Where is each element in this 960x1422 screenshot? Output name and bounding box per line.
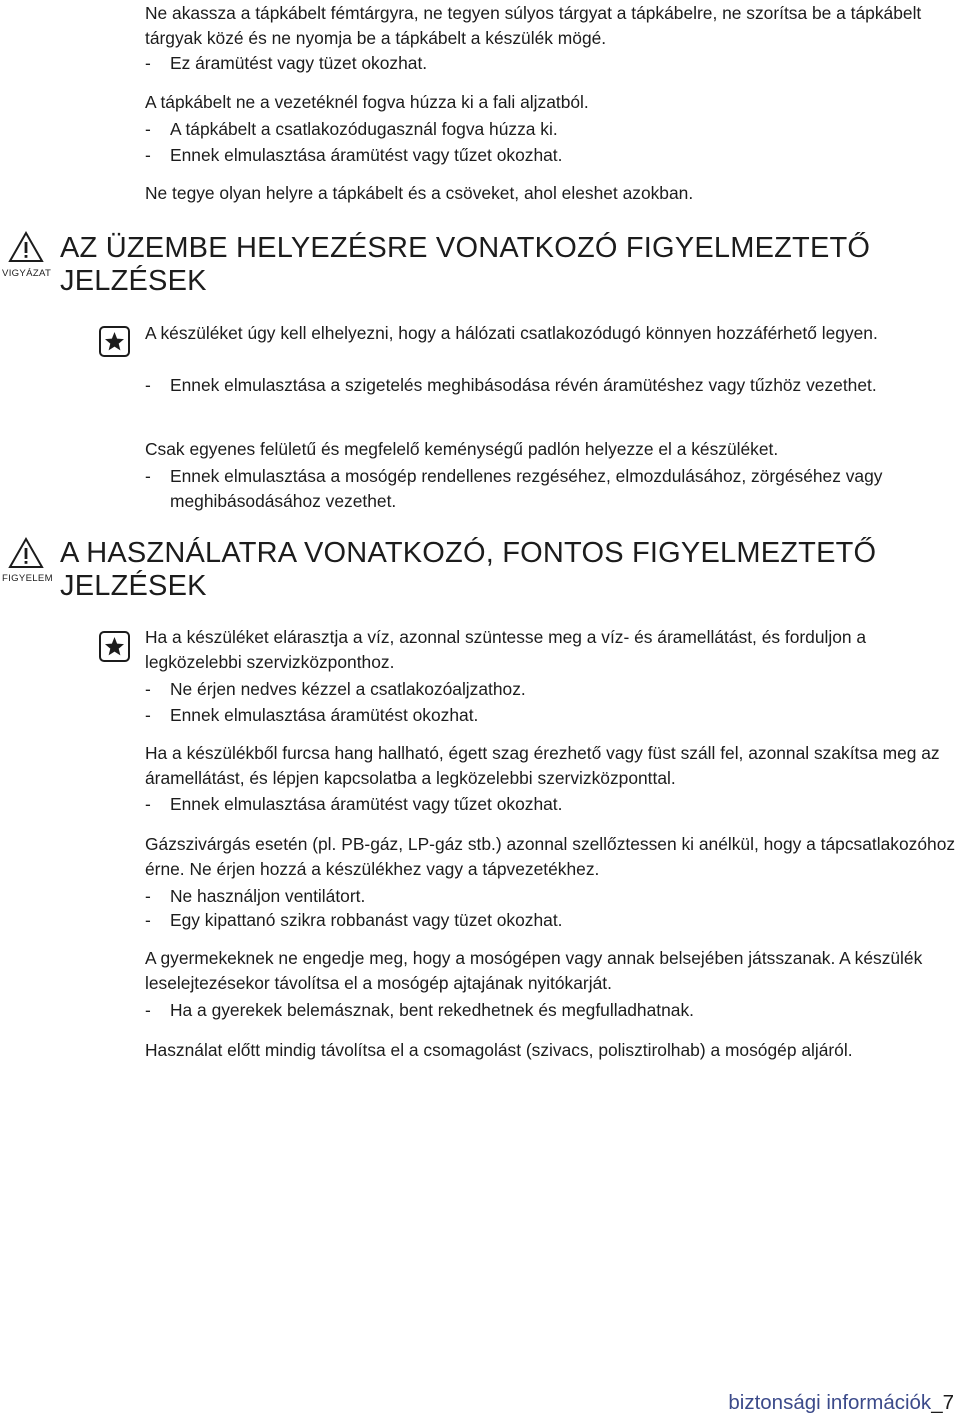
intro-paragraph-2: A tápkábelt ne a vezetéknél fogva húzza ki a fali aljzatból. — [145, 92, 589, 112]
heading-line-2: JELZÉSEK — [60, 265, 207, 297]
intro-bullet-1 — [145, 51, 957, 76]
bullet-dash: - — [145, 375, 151, 395]
page-footer — [728, 1391, 954, 1415]
bullet-text: Ne érjen nedves kézzel a csatlakozóaljzathoz. — [170, 679, 526, 699]
heading-line-1: A HASZNÁLATRA VONATKOZÓ, FONTOS FIGYELMEZTETŐ — [60, 537, 877, 569]
section1-paragraph-2: Csak egyenes felületű és megfelelő keménységű padlón helyezze el a készüléket. — [145, 439, 779, 459]
section2-paragraph-1: Ha a készüléket elárasztja a víz, azonnal szüntesse meg a víz- és áramellátást, és forduljon a legközelebbi szervizközponthoz. — [145, 627, 867, 672]
bullet-dash: - — [145, 910, 151, 930]
section2-bullet-5 — [145, 908, 957, 933]
warning-triangle-icon — [8, 537, 44, 569]
intro-paragraph-1: Ne akassza a tápkábelt fémtárgyra, ne tegyen súlyos tárgyat a tápkábelre, ne szorítsa be a tápkábelt tárgyak közé és ne nyomja be a tápkábelt a készülék mögé. — [145, 3, 922, 48]
footer-section-name: biztonsági információk — [728, 1391, 932, 1414]
bullet-dash: - — [145, 679, 151, 699]
bullet-text: Ennek elmulasztása áramütést vagy tűzet okozhat. — [170, 794, 563, 814]
bullet-text: Ennek elmulasztása a mosógép rendellenes rezgéséhez, elmozdulásához, zörgéséhez vagy meghibásodásához vezethet. — [170, 466, 883, 511]
section2-bullet-6 — [145, 998, 957, 1023]
section-heading — [60, 232, 940, 298]
section2-bullet-3 — [145, 792, 957, 817]
bullet-dash: - — [145, 466, 151, 486]
page-number: _7 — [931, 1391, 954, 1414]
section1-bullet-1 — [145, 373, 957, 398]
section1-paragraph-1: A készüléket úgy kell elhelyezni, hogy a hálózati csatlakozódugó könnyen hozzáférhető legyen. — [145, 323, 878, 343]
star-box-icon — [99, 631, 130, 662]
bullet-text: Ez áramütést vagy tüzet okozhat. — [170, 53, 428, 73]
section2-paragraph-3: Gázszivárgás esetén (pl. PB-gáz, LP-gáz stb.) azonnal szellőztessen ki anélkül, hogy a tápcsatlakozóhoz érne. Ne érjen hozzá a készülékhez vagy a tápvezetékhez. — [145, 834, 956, 879]
bullet-dash: - — [145, 53, 151, 73]
section2-bullet-1 — [145, 677, 957, 702]
bullet-text: Ennek elmulasztása áramütést vagy tűzet okozhat. — [170, 145, 563, 165]
bullet-dash: - — [145, 705, 151, 725]
bullet-text: A tápkábelt a csatlakozódugasznál fogva húzza ki. — [170, 119, 558, 139]
heading-line-1: AZ ÜZEMBE HELYEZÉSRE VONATKOZÓ FIGYELMEZTETŐ — [60, 232, 871, 264]
intro-bullet-2 — [145, 117, 957, 142]
bullet-dash: - — [145, 886, 151, 906]
bullet-text: Ne használjon ventilátort. — [170, 886, 366, 906]
bullet-text: Ennek elmulasztása áramütést okozhat. — [170, 705, 479, 725]
bullet-text: Egy kipattanó szikra robbanást vagy tüzet okozhat. — [170, 910, 563, 930]
bullet-dash: - — [145, 145, 151, 165]
heading-line-2: JELZÉSEK — [60, 570, 207, 602]
section2-paragraph-2: Ha a készülékből furcsa hang hallható, égett szag érezhető vagy füst száll fel, azonnal szakítsa meg az áramellátást, és lépjen kapcsolatba a legközelebbi szervizközponttal. — [145, 743, 940, 788]
caution-label: VIGYÁZAT — [2, 268, 52, 279]
bullet-text: Ha a gyerekek belemásznak, bent rekedhetnek és megfulladhatnak. — [170, 1000, 694, 1020]
intro-paragraph-3: Ne tegye olyan helyre a tápkábelt és a csöveket, ahol eleshet azokban. — [145, 183, 694, 203]
section2-paragraph-4: A gyermekeknek ne engedje meg, hogy a mosógépen vagy annak belsejében játsszanak. A készülék leselejtezésekor távolítsa el a mosógép ajtajának nyitókarját. — [145, 948, 923, 993]
star-box-icon — [99, 326, 130, 357]
section1-bullet-2 — [145, 464, 957, 514]
bullet-dash: - — [145, 1000, 151, 1020]
warning-triangle-icon — [8, 231, 44, 263]
intro-bullet-3 — [145, 143, 957, 168]
section-heading — [60, 537, 940, 603]
section2-bullet-2 — [145, 703, 957, 728]
bullet-dash: - — [145, 794, 151, 814]
section2-paragraph-5: Használat előtt mindig távolítsa el a csomagolást (szivacs, polisztirolhab) a mosógép aljáról. — [145, 1040, 853, 1060]
section2-bullet-4 — [145, 884, 957, 909]
bullet-text: Ennek elmulasztása a szigetelés meghibásodása révén áramütéshez vagy tűzhöz vezethet. — [170, 375, 877, 395]
warning-label: FIGYELEM — [2, 573, 53, 584]
bullet-dash: - — [145, 119, 151, 139]
